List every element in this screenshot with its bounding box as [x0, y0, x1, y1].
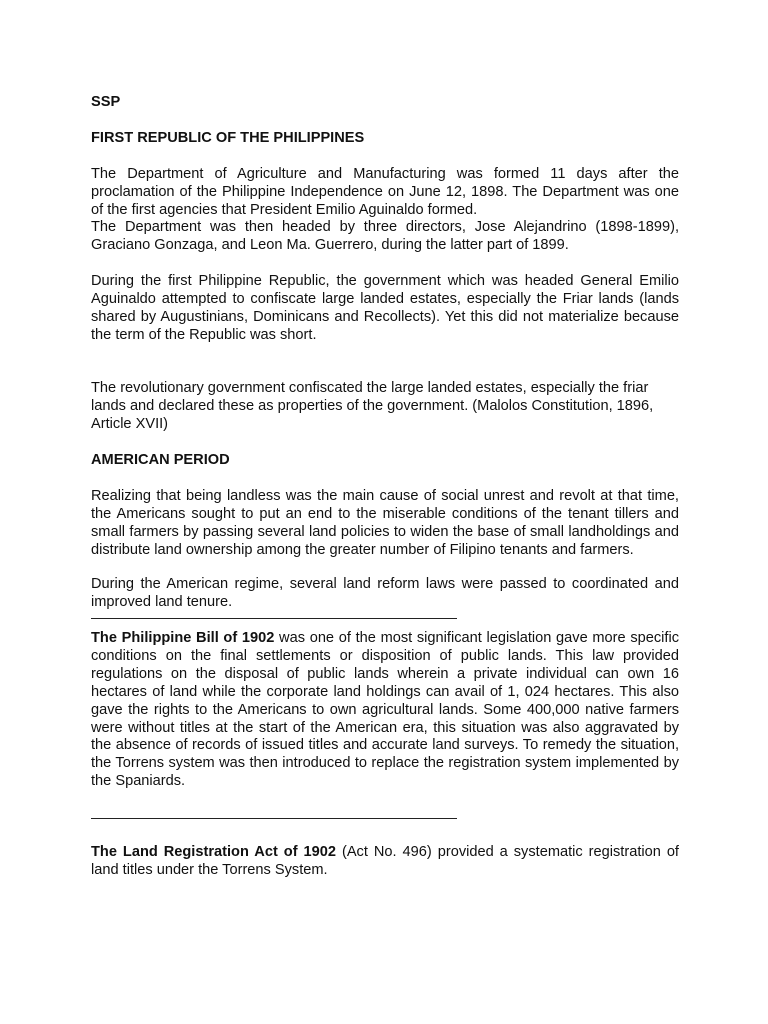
- paragraph-department-directors: The Department was then headed by three directors, Jose Alejandrino (1898-1899), Graciano Gonzaga, and Leon Ma. Guerrero, during the latter part of 1899.: [91, 219, 679, 253]
- philippine-bill-text: was one of the most significant legislation gave more specific conditions on the final settlements or disposition of public lands. This law provided regulations on the disposal of public lands wherein a private individual can own 16 hectares of land while the corporate land holdings can avail of 1, 024 hectares. This also gave the rights to the Americans to own agricultural lands. Some 400,000 native farmers were without titles at the start of the American era, this situation was also aggravated by the absence of records of issued titles and accurate land surveys. To remedy the situation, the Torrens system was then introduced to replace the registration system implemented by the Spaniards.: [91, 630, 679, 790]
- section-title-american-period: AMERICAN PERIOD: [91, 452, 230, 468]
- doc-label: SSP: [91, 94, 121, 110]
- paragraph-first-republic-estates: During the first Philippine Republic, the government which was headed General Emilio Aguinaldo attempted to confiscate large landed estates, especially the Friar lands (lands shared by Augustinians, Dominicans and Recollects). Yet this did not materialize because the term of the Republic was short.: [91, 273, 679, 343]
- paragraph-revolutionary-government: The revolutionary government confiscated the large landed estates, especially the friar lands and declared these as properties of the government. (Malolos Constitution, 1896, Article XVII): [91, 380, 654, 432]
- land-registration-act-title: The Land Registration Act of 1902: [91, 844, 336, 860]
- philippine-bill-title: The Philippine Bill of 1902: [91, 630, 275, 646]
- paragraph-american-regime: During the American regime, several land reform laws were passed to coordinated and improved land tenure.: [91, 576, 679, 610]
- paragraph-landless-unrest: Realizing that being landless was the main cause of social unrest and revolt at that time, the Americans sought to put an end to the miserable conditions of the tenant tillers and small farmers by passing several land policies to widen the base of small landholdings and distribute land ownership among the greater number of Filipino tenants and farmers.: [91, 488, 679, 558]
- divider-line: [91, 818, 457, 819]
- divider-line: [91, 618, 457, 619]
- paragraph-philippine-bill: [91, 630, 679, 791]
- land-registration-act-text: (Act No. 496) provided a systematic registration of land titles under the Torrens System.: [91, 844, 679, 878]
- paragraph-land-registration-act: [91, 844, 679, 880]
- section-title-first-republic: FIRST REPUBLIC OF THE PHILIPPINES: [91, 130, 365, 146]
- paragraph-department-formation: The Department of Agriculture and Manufacturing was formed 11 days after the proclamation of the Philippine Independence on June 12, 1898. The Department was one of the first agencies that President Emilio Aguinaldo formed.: [91, 166, 679, 218]
